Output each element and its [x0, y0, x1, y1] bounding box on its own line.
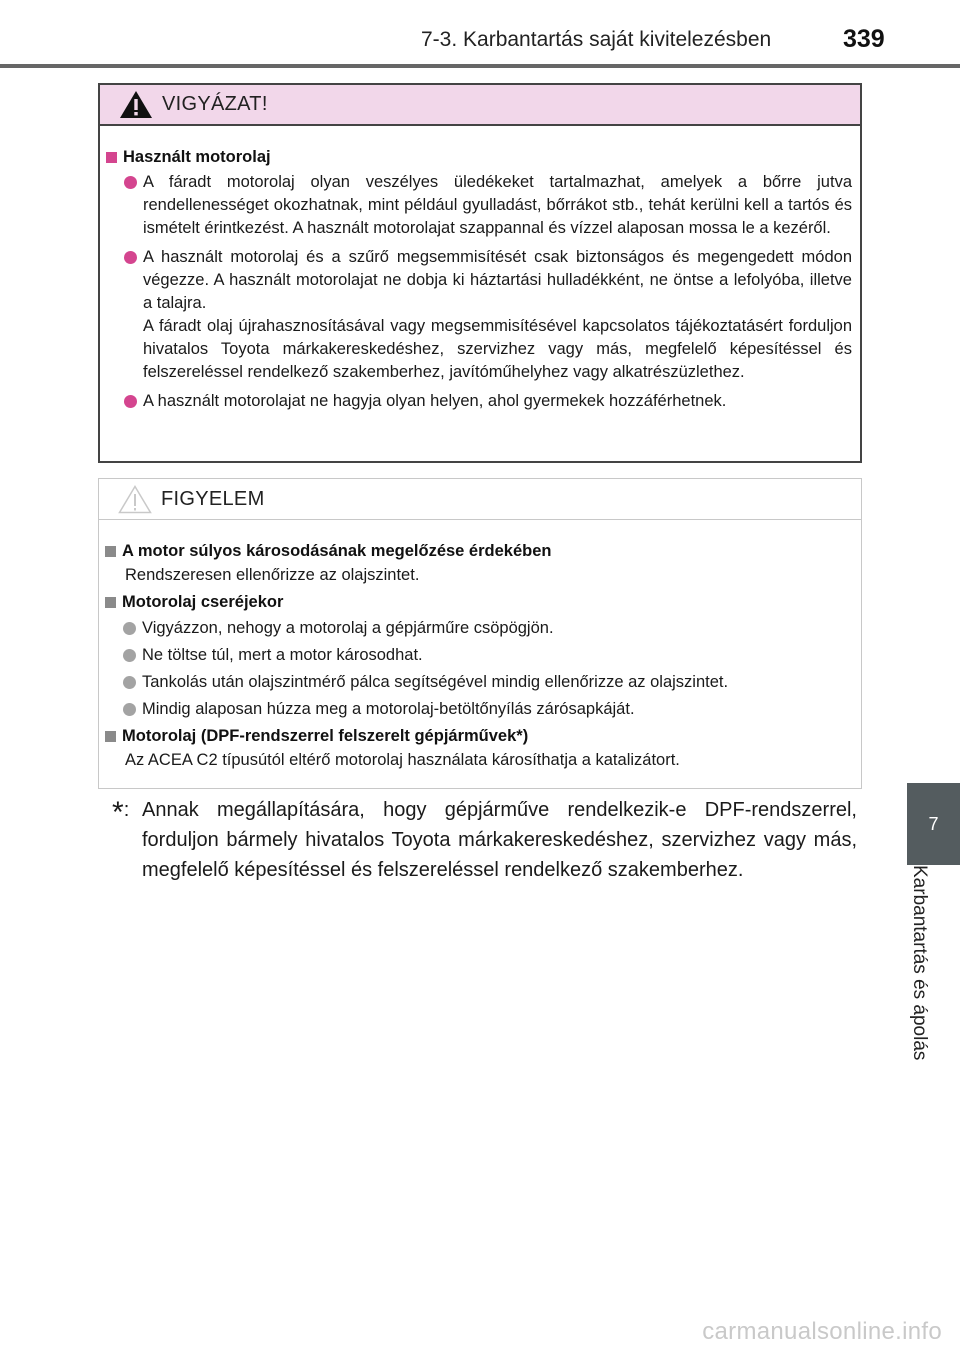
square-bullet-icon: [105, 546, 116, 557]
notice-section-2-heading: [105, 591, 853, 613]
page-number: 339: [843, 25, 885, 53]
section-title: 7-3. Karbantartás saját kivitelezésben: [421, 28, 772, 51]
notice-box: [98, 478, 862, 789]
footnote-asterisk: *: [112, 796, 124, 829]
footnote-marker: [112, 795, 142, 885]
chapter-title-wrap: [907, 865, 960, 1095]
warning-section-title: Használt motorolaj: [123, 148, 271, 166]
notice-bullet-text: Ne töltse túl, mert a motor károsodhat.: [142, 646, 423, 664]
warning-bullet-1: [124, 171, 852, 240]
notice-bullet-2: [123, 644, 853, 667]
round-bullet-icon: [124, 176, 137, 189]
square-bullet-icon: [106, 152, 117, 163]
warning-section-heading: [106, 146, 852, 168]
notice-body: [99, 520, 861, 772]
round-bullet-icon: [123, 649, 136, 662]
round-bullet-icon: [124, 251, 137, 264]
warning-header: [100, 85, 860, 126]
notice-header: [99, 479, 861, 520]
warning-bullet-text: [143, 246, 852, 384]
notice-section-3-title: Motorolaj (DPF-rendszerrel felszerelt gépjárművek*): [122, 727, 529, 745]
warning-bullet-2-para-2: A fáradt olaj újrahasznosításával vagy megsemmisítésével kapcsolatos tájékoztatásért forduljon hivatalos Toyota márkakereskedéshez, szervizhez vagy más, megfelelő képesítéssel és felszereléssel rendelkező szakemberhez, javítóműhelyhez vagy alkatrészüzlethez.: [143, 317, 852, 381]
notice-section-1-title: A motor súlyos károsodásának megelőzése érdekében: [122, 542, 552, 560]
warning-bullet-2-para-1: A használt motorolaj és a szűrő megsemmisítését csak biztonságos és megengedett módon végezze. A használt motorolajat ne dobja ki háztartási hulladékként, ne öntse a lefolyóba, illetve a talajra.: [143, 248, 852, 312]
notice-bullet-3: [123, 671, 853, 694]
notice-bullet-text: Mindig alaposan húzza meg a motorolaj-betöltőnyílás zárósapkáját.: [142, 700, 635, 718]
square-bullet-icon: [105, 597, 116, 608]
chapter-title: Karbantartás és ápolás: [909, 865, 930, 1061]
round-bullet-icon: [123, 622, 136, 635]
round-bullet-icon: [123, 703, 136, 716]
warning-bullet-3: [124, 390, 852, 413]
notice-bullet-4: [123, 698, 853, 721]
notice-section-2-title: Motorolaj cseréjekor: [122, 593, 284, 611]
warning-title: VIGYÁZAT!: [162, 93, 268, 115]
notice-bullet-1: [123, 617, 853, 640]
notice-section-3-text: Az ACEA C2 típusútól eltérő motorolaj használata károsíthatja a katalizátort.: [125, 751, 680, 769]
chapter-number: 7: [928, 813, 939, 834]
footnote-colon: :: [123, 799, 130, 821]
footnote-text: Annak megállapítására, hogy gépjárműve rendelkezik-e DPF-rendszerrel, forduljon bármely hivatalos Toyota márkakereskedéshez, szervizhez vagy más, megfelelő képesítéssel és felszereléssel rendelkező szakemberhez.: [142, 799, 857, 881]
notice-bullet-text: Tankolás után olajszintmérő pálca segítségével mindig ellenőrizze az olajszintet.: [142, 673, 729, 691]
round-bullet-icon: [123, 676, 136, 689]
footnote: [112, 795, 857, 885]
notice-section-1-heading: [105, 540, 853, 562]
watermark: carmanualsonline.info: [702, 1318, 942, 1345]
warning-box: [98, 83, 862, 463]
warning-bullet-2: [124, 246, 852, 384]
notice-title: FIGYELEM: [161, 487, 265, 510]
warning-bullet-text: A használt motorolajat ne hagyja olyan helyen, ahol gyermekek hozzáférhetnek.: [143, 392, 727, 410]
square-bullet-icon: [105, 731, 116, 742]
chapter-tab[interactable]: [907, 783, 960, 865]
caution-triangle-outline-icon: [117, 484, 153, 515]
round-bullet-icon: [124, 395, 137, 408]
notice-section-3-heading: [105, 725, 853, 747]
notice-section-1-text: Rendszeresen ellenőrizze az olajszintet.: [125, 566, 420, 584]
warning-triangle-filled-icon: [118, 89, 154, 120]
warning-bullet-text: A fáradt motorolaj olyan veszélyes üledékeket tartalmazhat, amelyek a bőrre jutva rendellenességet okozhatnak, mint például gyulladást, bőrrákot stb., tehát kerülni kell a tartós és ismételt érintkezést. A használt motorolajat szappannal és vízzel alaposan mossa le a kezéről.: [143, 173, 852, 237]
warning-body: [100, 126, 860, 413]
notice-bullet-text: Vigyázzon, nehogy a motorolaj a gépjárműre csöpögjön.: [142, 619, 554, 637]
header-rule: [0, 64, 960, 68]
